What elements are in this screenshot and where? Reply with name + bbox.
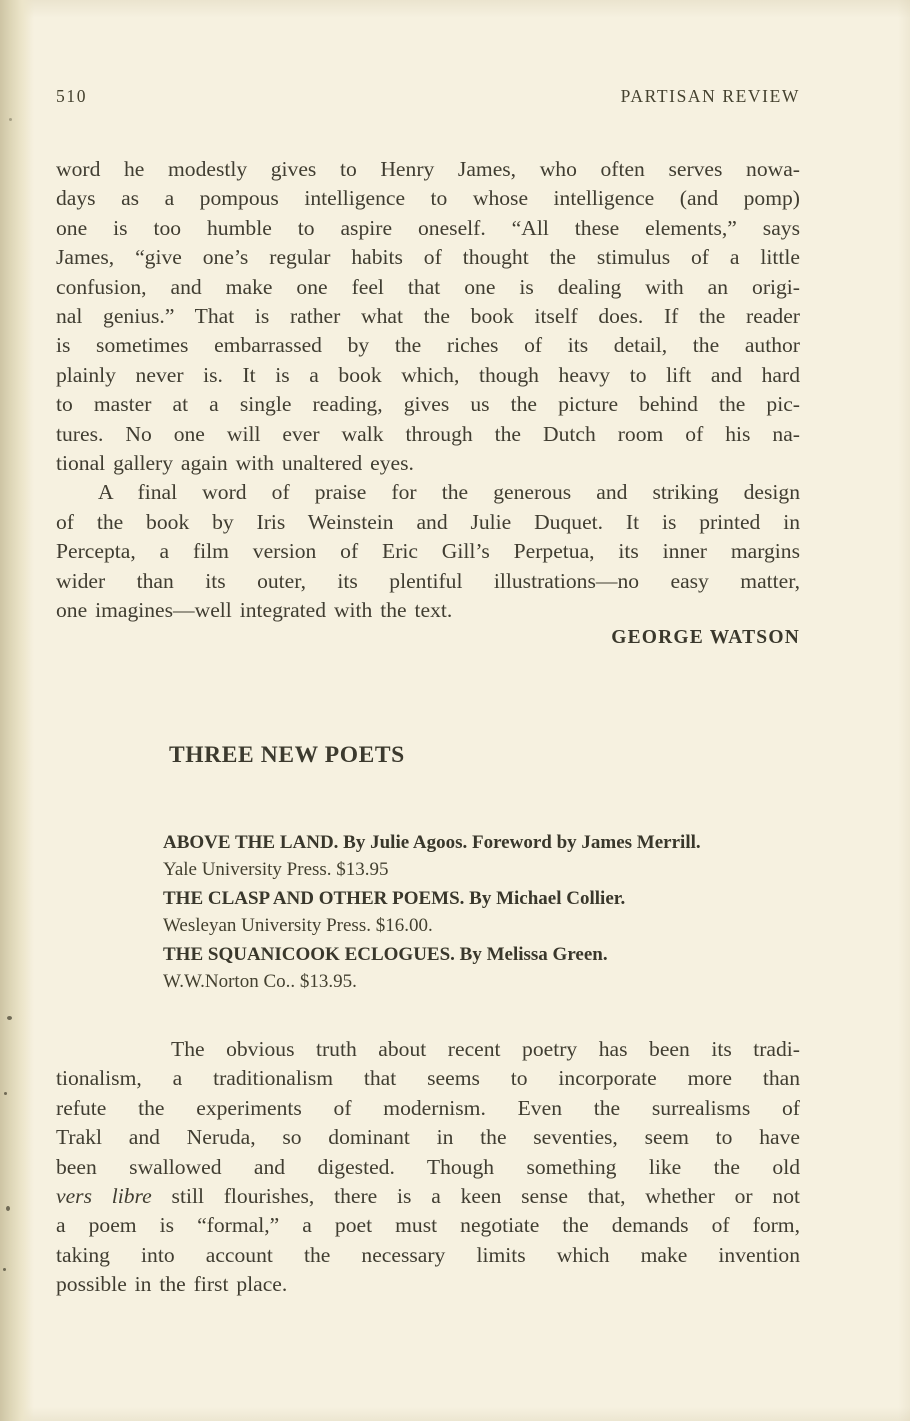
text-line: refute the experiments of modernism. Even the surrealisms of [56, 1095, 800, 1120]
text-line: vers libre still flourishes, there is a keen sense that, whether or not [56, 1184, 800, 1209]
review-opening-paragraph [56, 1035, 800, 1300]
text-line: The obvious truth about recent poetry has been its tradi- [171, 1037, 800, 1061]
scan-artifact [6, 1206, 10, 1211]
book-entry [163, 829, 803, 884]
text-line: a poem is “formal,” a poet must negotiate the demands of form, [56, 1213, 800, 1238]
text-line: tionalism, a traditionalism that seems to incorporate more than [56, 1066, 800, 1091]
text-line: to master at a single reading, gives us the picture behind the pic- [56, 392, 800, 417]
book-title: THE CLASP AND OTHER POEMS. By Michael Collier. [163, 887, 626, 909]
book-title: ABOVE THE LAND. By Julie Agoos. Foreword by James Merrill. [163, 832, 701, 853]
text-line: Percepta, a film version of Eric Gill’s Perpetua, its inner margins [56, 539, 800, 564]
text-line: one imagines—well integrated with the text. [56, 598, 453, 623]
book-entry [163, 885, 803, 940]
reviewer-signature: GEORGE WATSON [611, 627, 800, 648]
article-closing-paragraphs [56, 155, 800, 626]
text-line: tional gallery again with unaltered eyes. [56, 451, 414, 476]
book-list [163, 829, 803, 996]
text-line: Trakl and Neruda, so dominant in the seventies, seem to have [56, 1125, 800, 1150]
text-line: plainly never is. It is a book which, though heavy to lift and hard [56, 362, 800, 387]
scan-artifact [9, 118, 12, 121]
text-line: possible in the first place. [56, 1272, 288, 1297]
text-line: is sometimes embarrassed by the riches of its detail, the author [56, 333, 800, 358]
text-line: nal genius.” That is rather what the book itself does. If the reader [56, 304, 800, 329]
scan-artifact [3, 1268, 6, 1271]
book-publisher-price: Wesleyan University Press. $16.00. [163, 915, 433, 937]
text-line: been swallowed and digested. Though something like the old [56, 1154, 800, 1179]
journal-title: PARTISAN REVIEW [620, 86, 800, 106]
text-line: confusion, and make one feel that one is dealing with an origi- [56, 274, 800, 299]
text-line: tures. No one will ever walk through the Dutch room of his na- [56, 421, 800, 446]
text-line: of the book by Iris Weinstein and Julie Duquet. It is printed in [56, 509, 800, 534]
running-head [56, 86, 800, 107]
scan-artifact [4, 1092, 7, 1095]
page-number: 510 [56, 86, 88, 106]
book-publisher-price: Yale University Press. $13.95 [163, 859, 389, 881]
text-line: one is too humble to aspire oneself. “All these elements,” says [56, 215, 800, 240]
book-entry [163, 941, 803, 996]
book-publisher-price: W.W.Norton Co.. $13.95. [163, 971, 357, 993]
scan-artifact [7, 1016, 12, 1020]
text-line: days as a pompous intelligence to whose intelligence (and pomp) [56, 186, 800, 211]
review-section-heading: THREE NEW POETS [169, 742, 405, 768]
text-line: wider than its outer, its plentiful illustrations—no easy matter, [56, 568, 800, 593]
book-title: THE SQUANICOOK ECLOGUES. By Melissa Green. [163, 943, 608, 965]
text-line: James, “give one’s regular habits of thought the stimulus of a little [56, 245, 800, 270]
text-line: A final word of praise for the generous and striking design [98, 480, 800, 505]
text-line: word he modestly gives to Henry James, who often serves nowa- [56, 157, 800, 181]
text-line: taking into account the necessary limits which make invention [56, 1242, 800, 1267]
